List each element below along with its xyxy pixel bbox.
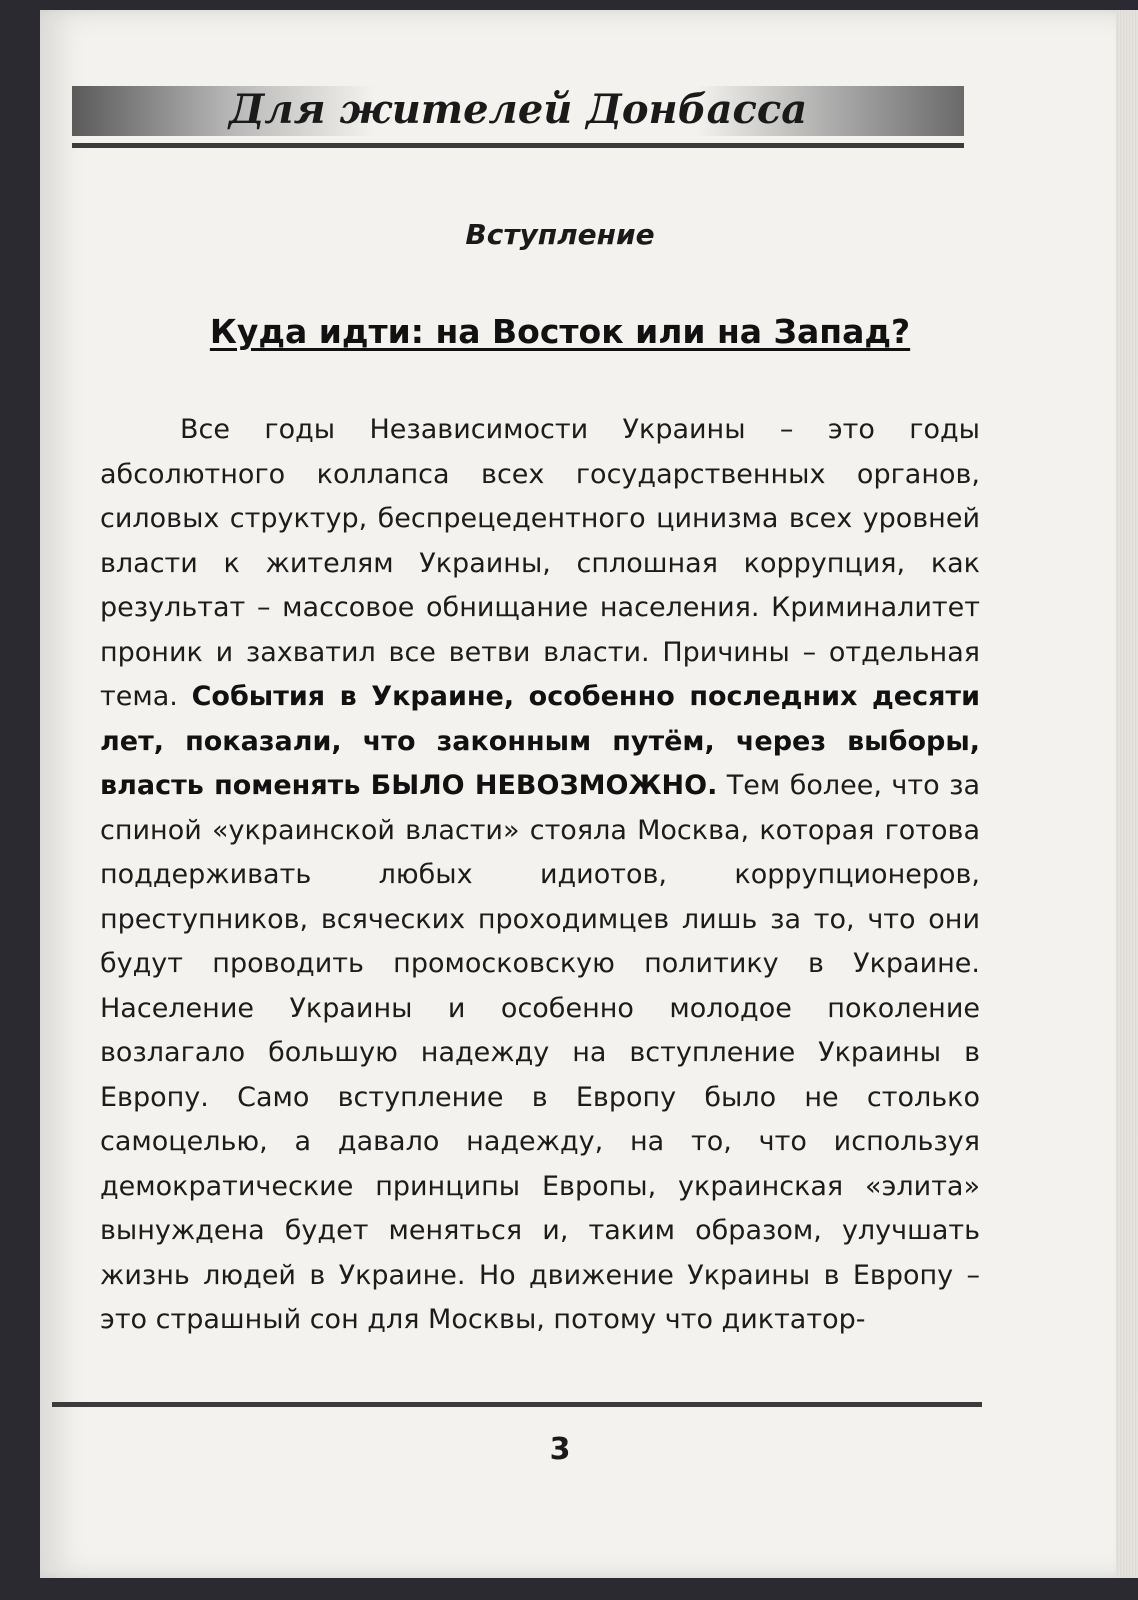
running-header-title: Для жителей Донбасса bbox=[228, 86, 808, 133]
page-number: 3 bbox=[549, 1432, 571, 1467]
body-text-part-2: Тем более, что за спиной «украинской власти» стояла Москва, которая готова поддерживать любых идиотов, коррупционеров, преступников, всяческих проходимцев лишь за то, что они будут проводить промосковскую политику в Украине. Население Украины и особенно молодое поколение возлагало большую надежду на вступление Украины в Европу. Само вступление в Европу было не столько самоцелью, а давало надежду, на то, что используя демократические принципы Европы, украинская «элита» вынуждена будет меняться и, таким образом, улучшать жизнь людей в Украине. Но движение Украины в Европу – это страшный сон для Москвы, потому что диктатор- bbox=[100, 770, 981, 1335]
body-text-part-1: Все годы Независимости Украины – это годы абсолютного коллапса всех государственных органов, силовых структур, беспрецедентного цинизма всех уровней власти к жителям Украины, сплошная коррупция, как результат – массовое обнищание населения. Криминалитет проник и захватил все ветви власти. Причины – отдельная тема. bbox=[100, 414, 980, 712]
body-paragraph bbox=[100, 408, 980, 1343]
page-stack-edge bbox=[1116, 10, 1138, 1578]
body-text bbox=[100, 408, 980, 1343]
chapter-title: Куда идти: на Восток или на Запад? bbox=[209, 312, 911, 351]
body-text-bold-emphasis: События в Украине, особенно последних десяти лет, показали, что законным путём, через выборы, власть поменять БЫЛО НЕВОЗМОЖНО. bbox=[100, 681, 981, 801]
header-divider bbox=[72, 143, 964, 148]
footer-divider bbox=[52, 1402, 982, 1407]
section-title: Вступление bbox=[465, 218, 655, 251]
